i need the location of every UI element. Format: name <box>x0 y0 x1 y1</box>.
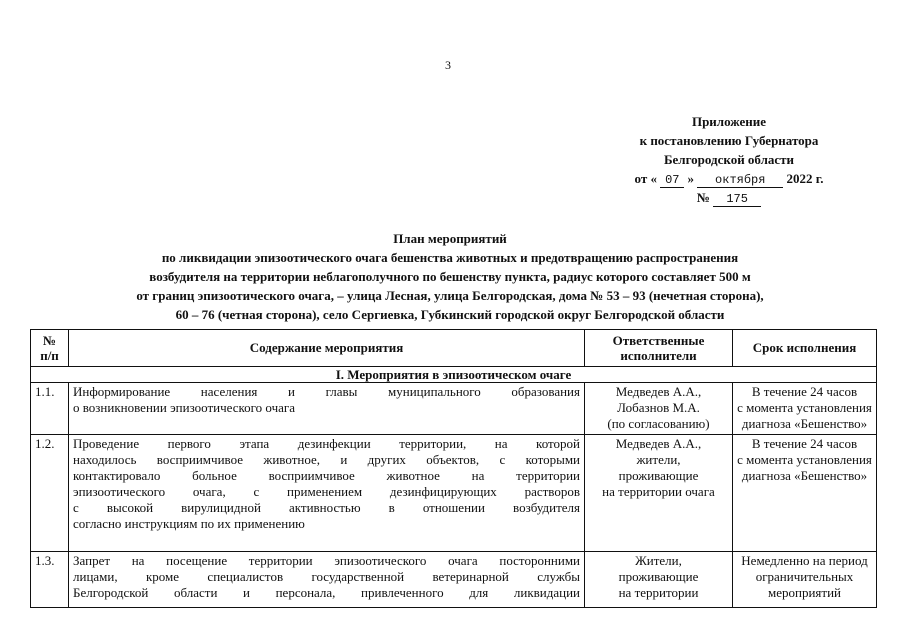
row-term-line: ограничительных <box>755 569 854 584</box>
table-header-row <box>31 330 877 367</box>
date-mid: » <box>687 171 695 186</box>
row-content-line: о возникновении эпизоотического очага <box>73 400 295 415</box>
annex-region: Белгородской области <box>663 152 795 167</box>
header-resp <box>585 330 733 367</box>
header-term: Срок исполнения <box>733 330 877 367</box>
row-content-line: Информирование населения и главы муниципального образования <box>73 384 580 399</box>
row-resp-line: Жители, <box>635 553 682 568</box>
row-resp <box>585 552 733 608</box>
table-row <box>31 383 877 435</box>
row-resp <box>585 383 733 435</box>
row-term <box>733 435 877 552</box>
row-resp-line: проживающие <box>618 569 699 584</box>
row-term-line: мероприятий <box>768 585 841 600</box>
annex-number <box>590 188 868 207</box>
row-term <box>733 552 877 608</box>
row-resp <box>585 435 733 552</box>
row-content-line: Запрет на посещение территории эпизоотического очага посторонними <box>73 553 580 568</box>
row-resp-line: Лобазнов М.А. <box>617 400 700 415</box>
header-num-line2: п/п <box>40 348 59 363</box>
row-content-line: находилось восприимчивое животное, и других объектов, с которыми <box>73 452 580 467</box>
row-content-line: с высокой вирулицидной активностью в отношении возбудителя <box>73 500 580 515</box>
row-num: 1.1. <box>31 383 69 435</box>
row-content-line: согласно инструкциям по их применению <box>73 516 305 531</box>
number-prefix: № <box>696 190 710 205</box>
plan-title-line: План мероприятий <box>393 231 507 246</box>
table-row <box>31 435 877 552</box>
row-term-line: с момента установления <box>737 400 872 415</box>
number-value: 175 <box>713 193 761 207</box>
row-content-line: Белгородской области и персонала, привлеченного для ликвидации <box>73 585 580 600</box>
row-content <box>69 383 585 435</box>
header-content: Содержание мероприятия <box>69 330 585 367</box>
row-content <box>69 435 585 552</box>
date-month: октября <box>697 174 783 188</box>
annex-resolution: к постановлению Губернатора <box>639 133 819 148</box>
date-prefix: от « <box>634 171 658 186</box>
measures-table <box>30 329 877 608</box>
plan-title-line: 60 – 76 (четная сторона), село Сергиевка, Губкинский городской округ Белгородской области <box>175 307 725 322</box>
row-content-line: Проведение первого этапа дезинфекции территории, на которой <box>73 436 580 451</box>
header-num <box>31 330 69 367</box>
plan-title-line: по ликвидации эпизоотического очага бешенства животных и предотвращению распространения <box>161 250 739 265</box>
row-term-line: В течение 24 часов <box>751 384 858 399</box>
date-day: 07 <box>660 174 684 188</box>
row-term-line: диагноза «Бешенство» <box>741 468 868 483</box>
row-resp-line: жители, <box>636 452 681 467</box>
row-resp-line: на территории очага <box>602 484 715 499</box>
row-content-line: контактировало больное восприимчивое животное на территории <box>73 468 580 483</box>
plan-title-line: от границ эпизоотического очага, – улица Лесная, улица Белгородская, дома № 53 – 93 (нечетная сторона), <box>136 288 764 303</box>
header-num-line1: № <box>42 333 57 348</box>
section-row <box>31 367 877 383</box>
header-resp-line1: Ответственные <box>612 333 705 348</box>
row-term-line: В течение 24 часов <box>751 436 858 451</box>
date-year: 2022 г. <box>786 171 824 186</box>
plan-title-line: возбудителя на территории неблагополучного по бешенству пункта, радиус которого составляет 500 м <box>149 269 751 284</box>
row-num: 1.3. <box>31 552 69 608</box>
annex-title: Приложение <box>691 114 767 129</box>
row-resp-line: проживающие <box>618 468 699 483</box>
row-term-line: диагноза «Бешенство» <box>741 416 868 431</box>
page-number: 3 <box>445 58 451 72</box>
row-num: 1.2. <box>31 435 69 552</box>
row-content <box>69 552 585 608</box>
annex-block <box>590 112 868 207</box>
plan-title <box>60 229 840 324</box>
section-title: I. Мероприятия в эпизоотическом очаге <box>31 367 877 383</box>
row-resp-line: (по согласованию) <box>607 416 710 431</box>
header-resp-line2: исполнители <box>620 348 697 363</box>
row-content-line: лицами, кроме специалистов государственной ветеринарной службы <box>73 569 580 584</box>
table-row <box>31 552 877 608</box>
row-term-line: с момента установления <box>737 452 872 467</box>
row-term-line: Немедленно на период <box>741 553 868 568</box>
row-resp-line: Медведев А.А., <box>615 384 702 399</box>
row-content-line: эпизоотического очага, с применением дезинфицирующих растворов <box>73 484 580 499</box>
row-resp-line: Медведев А.А., <box>615 436 702 451</box>
row-resp-line: на территории <box>618 585 699 600</box>
annex-date <box>590 169 868 188</box>
row-term <box>733 383 877 435</box>
